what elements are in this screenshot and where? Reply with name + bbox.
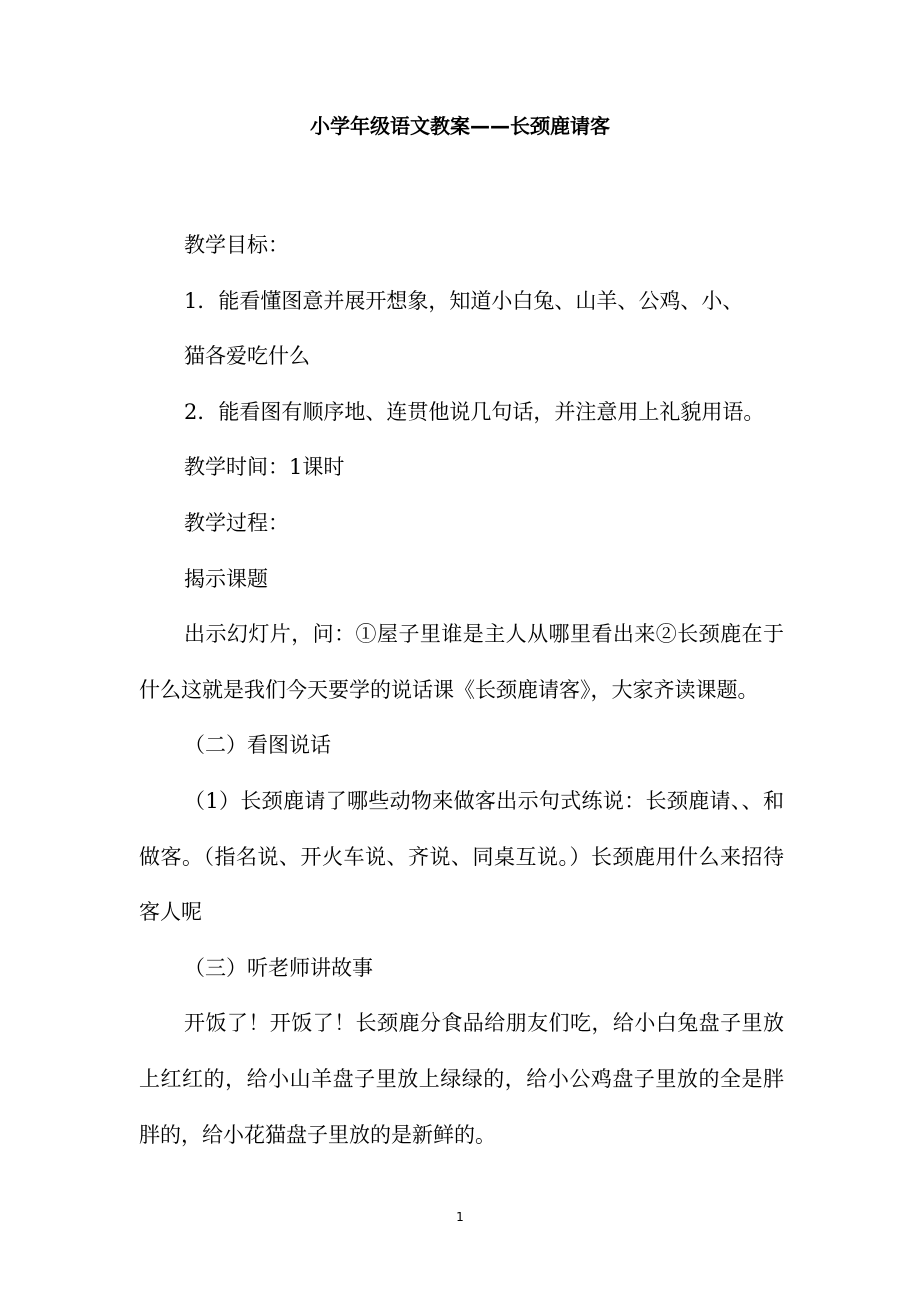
paragraph-objective-1-cont: 猫各爱吃什么: [184, 344, 310, 369]
paragraph-objective-2: 2．能看图有顺序地、连贯他说几句话，并注意用上礼貌用语。: [184, 399, 765, 424]
paragraph-teaching-time: 教学时间：1课时: [184, 455, 345, 480]
paragraph-section-3-heading: （三）听老师讲故事: [184, 955, 373, 980]
paragraph-section-2-heading: （二）看图说话: [184, 733, 331, 758]
paragraph-objectives-heading: 教学目标：: [184, 233, 289, 257]
paragraph-teaching-process: 教学过程：: [184, 510, 289, 535]
document-title: 小学年级语文教案——长颈鹿请客: [310, 114, 610, 138]
paragraph-slideshow: 出示幻灯片，问：①屋子里谁是主人从哪里看出来②长颈鹿在于什么这就是我们今天要学的说话课《长颈鹿请客》，大家齐读课题。: [139, 622, 784, 702]
paragraph-section-2-item-1: （1）长颈鹿请了哪些动物来做客出示句式练说：长颈鹿请、、和做客。（指名说、开火车说、齐说、同桌互说。）长颈鹿用什么来招待客人呢: [139, 788, 784, 925]
document-body: [139, 218, 784, 1163]
paragraph-objective-1: 1．能看懂图意并展开想象，知道小白兔、山羊、公鸡、小、: [184, 288, 744, 313]
paragraph-reveal-topic: 揭示课题: [184, 566, 268, 591]
page-number: 1: [456, 1210, 464, 1224]
paragraph-story: 开饭了！开饭了！长颈鹿分食品给朋友们吃，给小白兔盘子里放上红红的，给小山羊盘子里放上绿绿的，给小公鸡盘子里放的全是胖胖的，给小花猫盘子里放的是新鲜的。: [139, 1011, 784, 1147]
